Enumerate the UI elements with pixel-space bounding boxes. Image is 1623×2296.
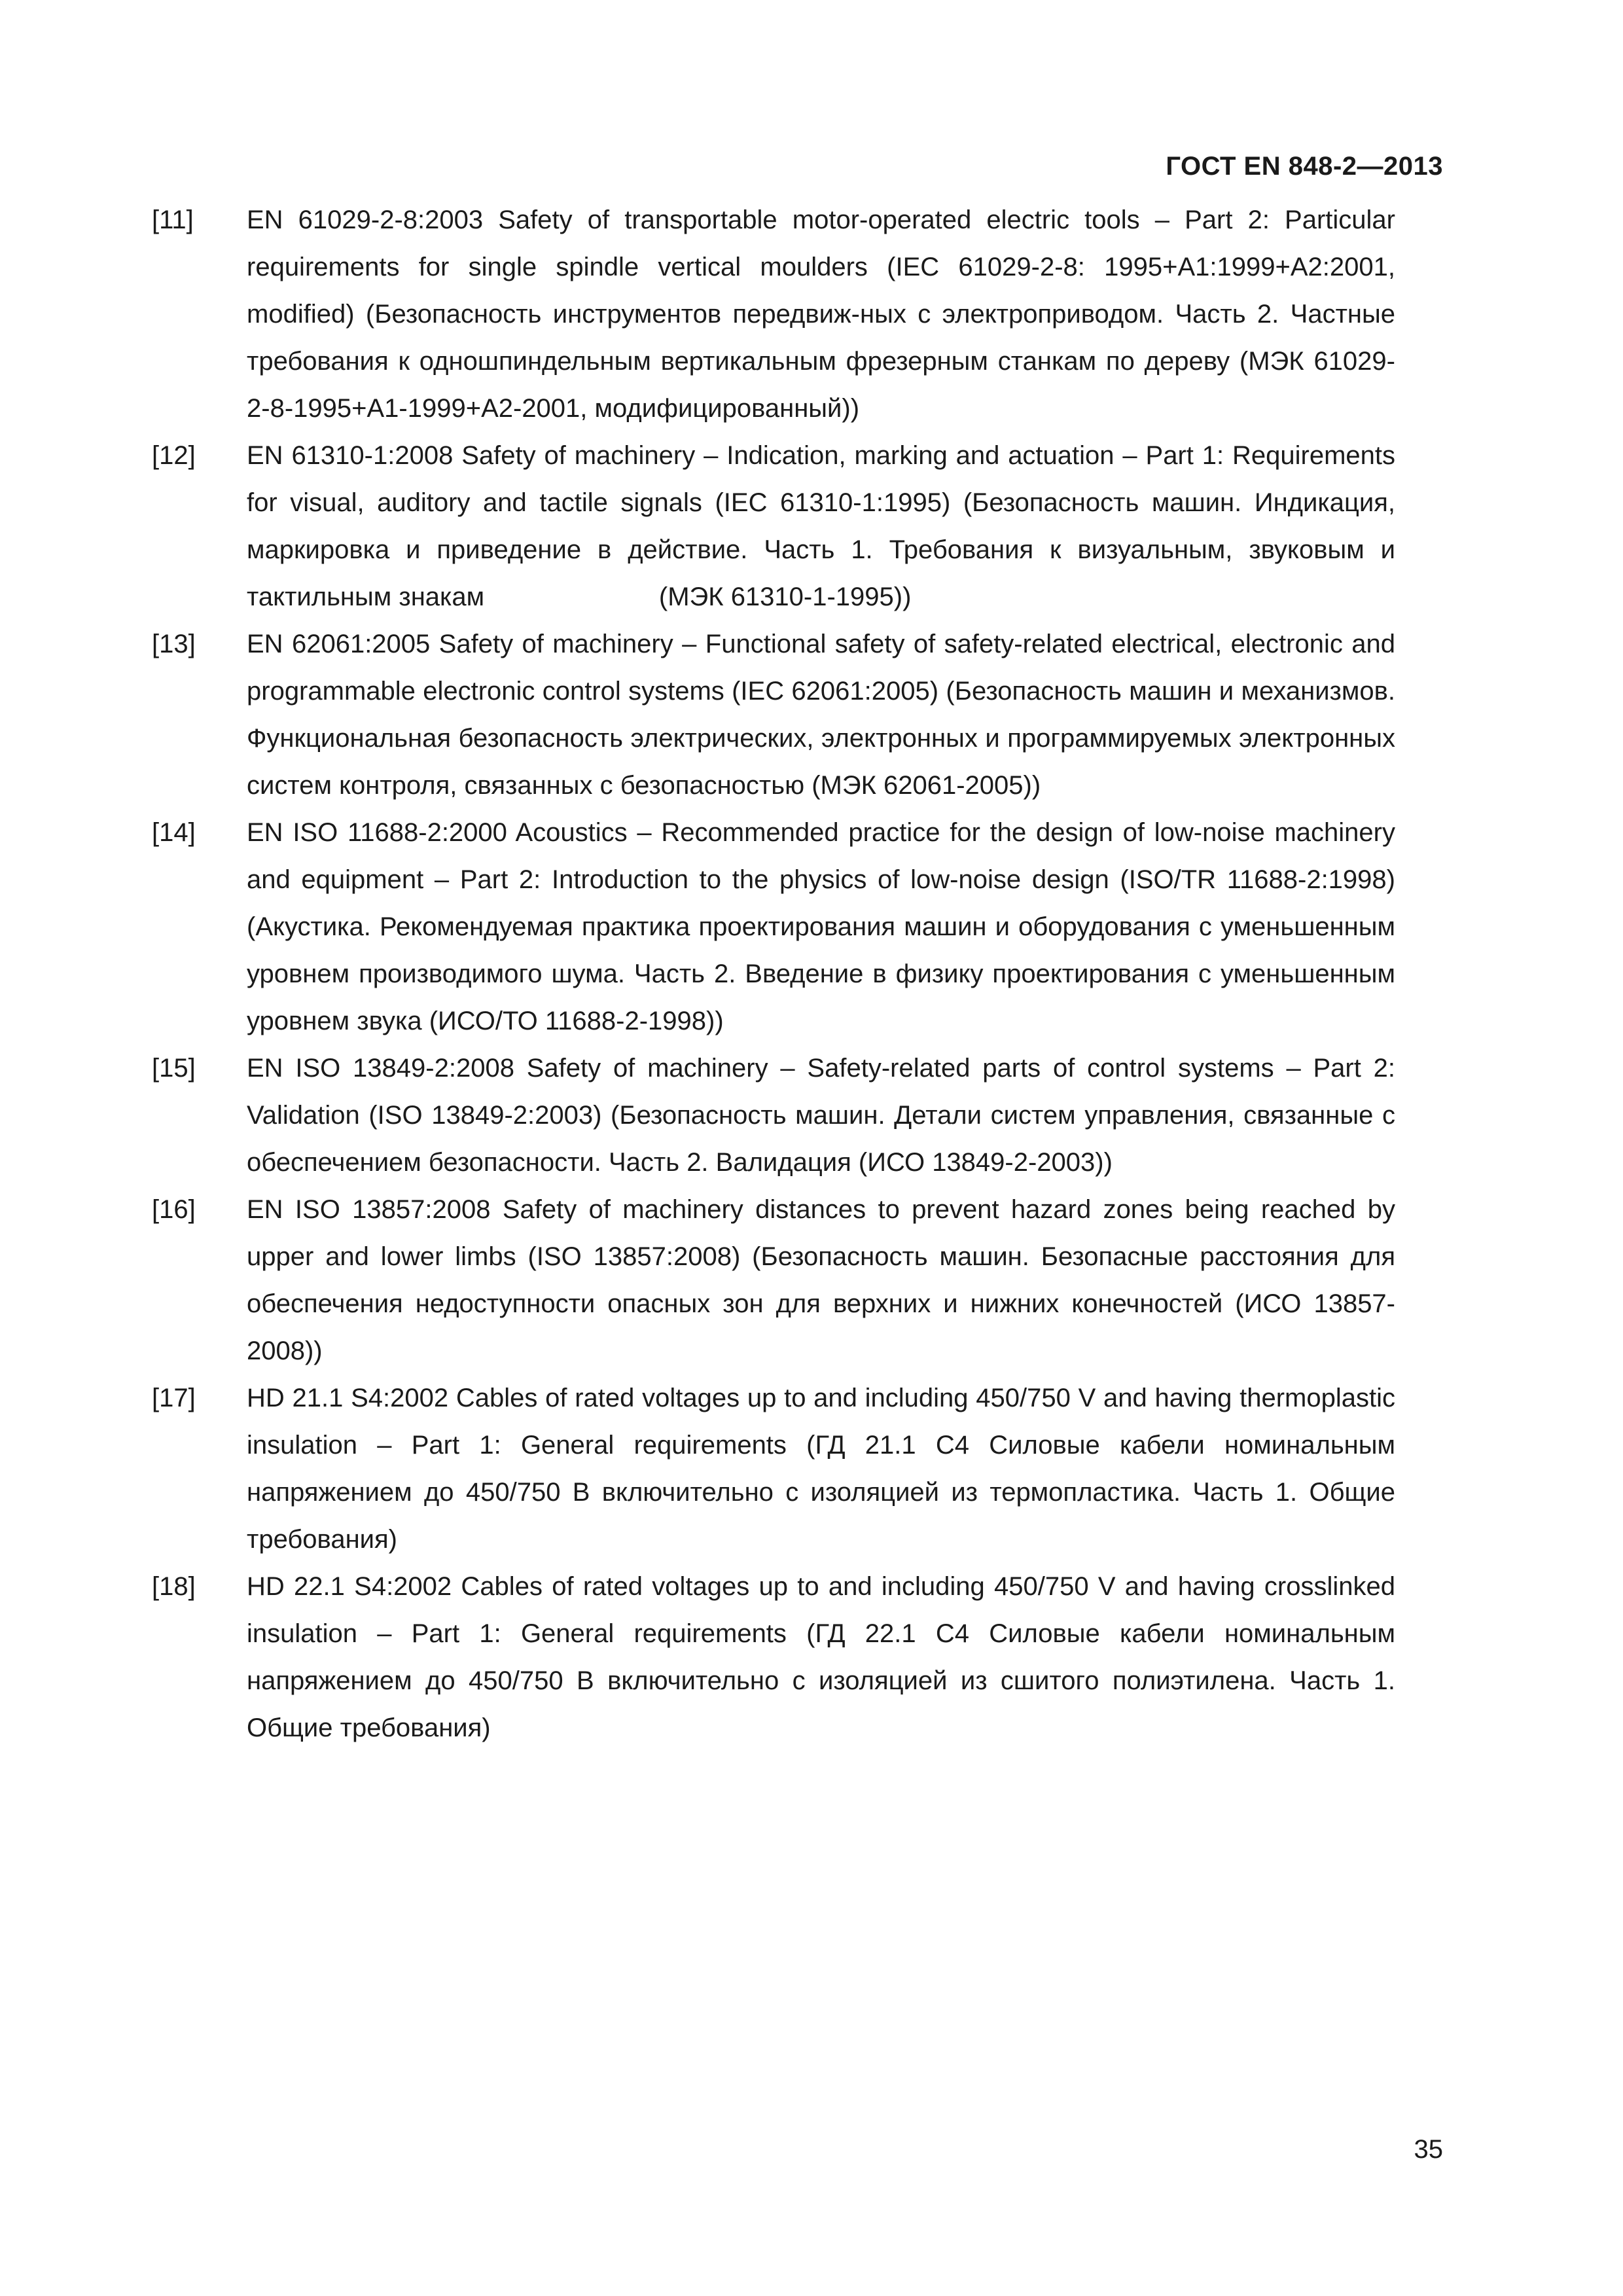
reference-number: [14] (152, 818, 196, 847)
reference-text: EN 62061:2005 Safety of machinery – Functional safety of safety-related electrical, electronic and programmable electronic control systems (IEC 62061:2005) (Безопасность машин и механизмов. Функциональная безопасность электрических, электронных и программируемых электронных систем контроля, связанных с безопасностью (МЭК 62061-2005)) (247, 630, 1395, 800)
reference-text: HD 22.1 S4:2002 Cables of rated voltages up to and including 450/750 V and having crosslinked insulation – Part 1: General requirements (ГД 22.1 С4 Силовые кабели номинальным напряжением до 450/750 В включительно с изоляцией из сшитого полиэтилена. Часть 1. Общие требования) (247, 1572, 1395, 1742)
document-code-header: ГОСТ EN 848-2—2013 (1166, 152, 1443, 181)
reference-item (152, 1045, 1395, 1186)
reference-text: EN 61310-1:2008 Safety of machinery – Indication, marking and actuation – Part 1: Requirements for visual, auditory and tactile signals (IEC 61310-1:1995) (Безопасность машин. Индикация, маркировка и приведение в действие. Часть 1. Требования к визуальным, звуковым и тактильным знакам (МЭК 61310-1-1995)) (247, 441, 1403, 611)
reference-item (152, 1374, 1395, 1563)
references-list (152, 196, 1403, 1751)
reference-text: EN ISO 13857:2008 Safety of machinery distances to prevent hazard zones being reached by upper and lower limbs (ISO 13857:2008) (Безопасность машин. Безопасные расстояния для обеспечения недоступности опасных зон для верхних и нижних конечностей (ИСО 13857-2008)) (247, 1195, 1395, 1365)
reference-number: [17] (152, 1384, 196, 1412)
reference-item (152, 432, 1403, 620)
reference-number: [15] (152, 1054, 196, 1083)
reference-text: EN ISO 13849-2:2008 Safety of machinery – Safety-related parts of control systems – Part 2: Validation (ISO 13849-2:2003) (Безопасность машин. Детали систем управления, связанные с обеспечением безопасности. Часть 2. Валидация (ИСО 13849-2-2003)) (247, 1054, 1395, 1177)
reference-number: [16] (152, 1195, 196, 1224)
reference-number: [12] (152, 441, 196, 470)
page-number: 35 (1414, 2135, 1443, 2164)
reference-number: [13] (152, 630, 196, 658)
reference-number: [18] (152, 1572, 196, 1601)
reference-item (152, 620, 1395, 809)
reference-item (152, 809, 1395, 1045)
reference-item (152, 1563, 1395, 1751)
reference-text: HD 21.1 S4:2002 Cables of rated voltages up to and including 450/750 V and having thermoplastic insulation – Part 1: General requirements (ГД 21.1 С4 Силовые кабели номинальным напряжением до 450/750 В включительно с изоляцией из термопластика. Часть 1. Общие требования) (247, 1384, 1395, 1554)
reference-text: EN ISO 11688-2:2000 Acoustics – Recommended practice for the design of low-noise machinery and equipment – Part 2: Introduction to the physics of low-noise design (ISO/TR 11688-2:1998) (Акустика. Рекомендуемая практика проектирования машин и оборудования с уменьшенным уровнем производимого шума. Часть 2. Введение в физику проектирования с уменьшенным уровнем звука (ИСО/ТО 11688-2-1998)) (247, 818, 1395, 1035)
reference-item (152, 1186, 1395, 1374)
reference-number: [11] (152, 206, 194, 234)
reference-item (152, 196, 1395, 432)
reference-text: EN 61029-2-8:2003 Safety of transportable motor-operated electric tools – Part 2: Particular requirements for single spindle vertical moulders (IEC 61029-2-8: 1995+A1:1999+A2:2001, modified) (Безопасность инструментов передвиж-ных с электроприводом. Часть 2. Частные требования к одношпиндельным вертикальным фрезерным станкам по дереву (МЭК 61029-2-8-1995+А1-1999+А2-2001, модифицированный)) (247, 206, 1395, 423)
